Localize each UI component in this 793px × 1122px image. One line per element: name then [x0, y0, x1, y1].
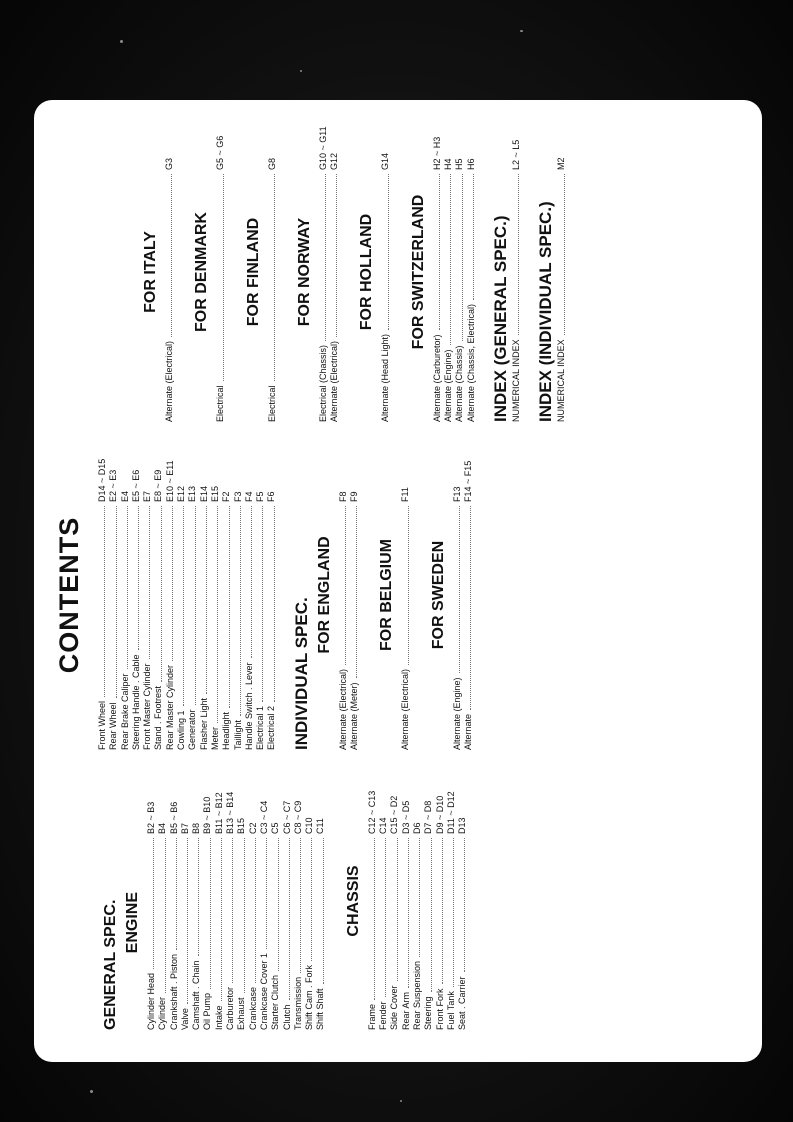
entry-label: Rear Wheel [108, 702, 119, 750]
toc-entry [153, 440, 164, 750]
dot-leader [435, 838, 443, 984]
entry-page: E5 ~ E6 [130, 469, 141, 502]
entry-label: Crankcase Cover 1 [258, 952, 269, 1030]
entry-label: Electrical [266, 385, 277, 422]
dot-leader [97, 506, 105, 697]
dot-leader [266, 506, 274, 702]
entry-label: Rear Brake Caliper [119, 673, 130, 750]
toc-entry [412, 772, 423, 1030]
toc-entry [187, 440, 198, 750]
dot-leader [187, 506, 195, 705]
contents-page-rotated [34, 100, 762, 1062]
entry-page: B4 [157, 822, 168, 834]
dot-leader [367, 838, 375, 1000]
toc-entry [282, 772, 293, 1030]
entry-page: F8 [337, 491, 348, 502]
toc-entry [169, 772, 180, 1030]
entry-label: Cylinder [157, 996, 168, 1030]
toc-entry [270, 772, 281, 1030]
entry-label: Rear Arm [400, 991, 411, 1030]
toc-entry [367, 772, 378, 1030]
entry-page: F5 [255, 491, 266, 502]
toc-entry [215, 122, 226, 422]
sweden-heading: FOR SWEDEN [429, 540, 447, 650]
entry-page: E15 [209, 485, 220, 502]
entry-label: Seat . Carrier [457, 976, 468, 1030]
entry-label: Alternate [462, 713, 473, 750]
entry-page: M2 [556, 157, 567, 170]
toc-entry [454, 122, 465, 422]
entry-page: B2 ~ B3 [146, 801, 156, 834]
dot-leader [248, 838, 256, 983]
entry-page: E7 [142, 490, 153, 502]
entry-page: F4 [243, 491, 254, 502]
entry-page: D9 ~ D10 [434, 795, 445, 834]
toc-entry [180, 772, 191, 1030]
entry-page: E14 [198, 485, 209, 502]
toc-entry [142, 440, 153, 750]
dot-leader [164, 174, 172, 337]
entry-page: B7 [179, 822, 190, 834]
toc-entry [199, 440, 210, 750]
toc-list [97, 440, 278, 750]
toc-entry [446, 772, 457, 1030]
entry-label: Front Wheel [97, 700, 107, 750]
dot-leader [157, 838, 165, 993]
dot-leader [169, 838, 177, 950]
entry-page: F14 ~ F15 [462, 460, 473, 502]
dot-leader [380, 174, 388, 330]
belgium-heading: FOR BELGIUM [378, 539, 396, 651]
entry-page: B8 [191, 822, 202, 834]
entry-page: C8 ~ C9 [292, 800, 303, 834]
entry-page: G14 [380, 152, 391, 170]
entry-page: C6 ~ C7 [281, 800, 292, 834]
toc-entry [338, 440, 349, 750]
entry-label: Alternate (Electrical) [337, 668, 348, 750]
toc-entry [191, 772, 202, 1030]
toc-list [400, 440, 411, 750]
entry-page: G10 ~ G11 [317, 126, 328, 170]
dot-leader [153, 506, 161, 682]
entry-label: Cylinder Head [146, 972, 156, 1030]
dot-leader [236, 838, 244, 993]
dot-leader [463, 506, 471, 710]
entry-label: Electrical 2 [266, 705, 277, 750]
dot-leader [446, 838, 454, 987]
dot-leader [210, 506, 218, 723]
entry-page: B13 ~ B14 [225, 791, 236, 834]
dot-leader [215, 174, 223, 381]
toc-entry [176, 440, 187, 750]
entry-page: B11 ~ B12 [213, 792, 224, 834]
entry-label: Alternate (Electrical) [329, 340, 340, 422]
dot-leader [225, 838, 233, 983]
dot-leader [267, 174, 275, 381]
entry-page: G3 [164, 157, 174, 170]
dot-leader [259, 838, 267, 949]
dot-leader [412, 838, 420, 957]
dot-leader [270, 838, 278, 971]
entry-label: Alternate (Head Light) [380, 333, 391, 422]
dot-leader [318, 174, 326, 341]
switzerland-heading: FOR SWITZERLAND [409, 194, 427, 350]
entry-label: Exhaust [236, 997, 247, 1030]
entry-label: Rear Suspension [411, 960, 422, 1030]
entry-page: D6 [411, 822, 422, 834]
entry-page: D7 ~ D8 [423, 800, 434, 834]
dot-leader [199, 506, 207, 694]
holland-heading: FOR HOLLAND [358, 213, 376, 331]
entry-page: B15 [236, 817, 247, 834]
entry-page: F3 [232, 491, 243, 502]
entry-label: Steering [423, 996, 434, 1030]
general-spec-heading: GENERAL SPEC. [102, 899, 119, 1030]
toc-entry [457, 772, 468, 1030]
toc-entry [511, 122, 522, 422]
toc-entry [556, 122, 567, 422]
dot-leader [176, 506, 184, 706]
dot-leader [349, 506, 357, 678]
toc-entry [400, 440, 411, 750]
column-countries [138, 122, 568, 422]
toc-entry [108, 440, 119, 750]
toc-entry [423, 772, 434, 1030]
dot-leader [293, 838, 301, 973]
entry-label: Electrical [215, 385, 226, 422]
toc-entry [210, 440, 221, 750]
dot-leader [233, 506, 241, 716]
entry-label: Meter [209, 726, 220, 750]
entry-label: Transmission [292, 976, 303, 1030]
dot-leader [282, 838, 290, 1000]
entry-label: Frame [366, 1003, 377, 1030]
entry-label: Generator [187, 709, 198, 750]
toc-list [267, 122, 278, 422]
entry-label: Front Master Cylinder [142, 663, 153, 750]
entry-label: Rear Master Cylinder [164, 664, 175, 750]
entry-label: Alternate (Chassis, Electrical) [465, 303, 476, 422]
entry-label: Alternate (Electrical) [400, 668, 411, 750]
entry-page: C12 ~ C13 [366, 790, 377, 834]
dot-leader [315, 838, 323, 984]
toc-entry [97, 440, 108, 750]
dot-leader [108, 506, 116, 698]
entry-page: H2 ~ H3 [431, 136, 442, 170]
toc-list [164, 122, 175, 422]
entry-label: Handle Switch . Lever [243, 662, 254, 750]
italy-heading: FOR ITALY [142, 231, 159, 313]
entry-label: Valve [179, 1008, 190, 1030]
entry-page: F2 [221, 491, 232, 502]
toc-entry [236, 772, 247, 1030]
toc-entry [293, 772, 304, 1030]
entry-label: Camshaft . Chain [191, 960, 202, 1030]
entry-page: G12 [329, 152, 340, 170]
entry-page: E10 ~ E11 [164, 460, 175, 502]
entry-label: Flasher Light [198, 697, 209, 750]
toc-entry [452, 440, 463, 750]
entry-label: Electrical 1 [255, 705, 266, 750]
toc-list [338, 440, 361, 750]
toc-entry [248, 772, 259, 1030]
toc-list [318, 122, 341, 422]
dot-leader [131, 506, 139, 650]
toc-entry [432, 122, 443, 422]
toc-entry [164, 122, 175, 422]
dot-leader [378, 838, 386, 997]
toc-entry [266, 440, 277, 750]
entry-label: Fuel Tank [445, 991, 456, 1030]
toc-list [380, 122, 391, 422]
entry-label: Intake [213, 1005, 224, 1030]
dot-leader [304, 838, 312, 961]
dot-leader [329, 174, 337, 337]
dot-leader [423, 838, 431, 992]
entry-label: Cowling 1 [176, 710, 187, 750]
denmark-heading: FOR DENMARK [193, 212, 211, 332]
toc-entry [157, 772, 168, 1030]
individual-spec-heading: INDIVIDUAL SPEC. [291, 597, 311, 750]
dot-leader [401, 838, 409, 988]
dot-leader [180, 838, 188, 1004]
entry-page: E2 ~ E3 [108, 469, 119, 502]
entry-label: Alternate (Engine) [451, 677, 462, 750]
entry-label: NUMERICAL INDEX [556, 339, 567, 422]
entry-page: C5 [270, 822, 281, 834]
toc-entry [165, 440, 176, 750]
entry-page: G5 ~ G6 [215, 135, 226, 170]
toc-entry [389, 772, 400, 1030]
toc-entry [401, 772, 412, 1030]
toc-entry [349, 440, 360, 750]
entry-label: Clutch [281, 1004, 292, 1030]
toc-entry [244, 440, 255, 750]
dot-leader [466, 174, 474, 300]
entry-label: Alternate (Carburetor) [431, 334, 442, 422]
england-heading: FOR ENGLAND [315, 536, 333, 654]
entry-page: E13 [187, 485, 198, 502]
toc-entry [318, 122, 329, 422]
column-middle [54, 440, 474, 750]
dot-leader [165, 506, 173, 661]
toc-entry [146, 772, 157, 1030]
entry-page: C10 [304, 817, 315, 834]
entry-page: D14 ~ D15 [97, 458, 107, 502]
entry-label: Electrical (Chassis) [317, 344, 328, 422]
toc-list [556, 122, 567, 422]
toc-entry [304, 772, 315, 1030]
entry-label: Side Cover [389, 985, 400, 1030]
entry-label: Oil Pump [202, 992, 213, 1030]
toc-entry [267, 122, 278, 422]
norway-heading: FOR NORWAY [295, 217, 313, 327]
toc-entry [233, 440, 244, 750]
entry-label: Starter Clutch [270, 974, 281, 1030]
entry-page: L2 ~ L5 [510, 139, 521, 170]
entry-page: D13 [457, 817, 468, 834]
entry-label: Alternate (Engine) [443, 349, 454, 422]
entry-label: Shift Shaft [315, 988, 326, 1030]
toc-entry [131, 440, 142, 750]
dot-leader [142, 506, 150, 659]
entry-label: Taillight [232, 719, 243, 750]
toc-list [215, 122, 226, 422]
toc-entry [120, 440, 131, 750]
entry-page: B5 ~ B6 [168, 801, 179, 834]
dot-leader [400, 506, 408, 665]
entry-page: F11 [400, 487, 411, 502]
entry-page: H5 [454, 158, 465, 170]
entry-page: H6 [465, 158, 476, 170]
entry-label: Fender [378, 1001, 389, 1030]
dot-leader [146, 838, 154, 969]
toc-entry [315, 772, 326, 1030]
toc-list [452, 440, 475, 750]
toc-entry [202, 772, 213, 1030]
dot-leader [221, 506, 229, 708]
dot-leader [389, 838, 397, 981]
entry-page: E12 [176, 485, 187, 502]
entry-label: Crankcase [247, 986, 258, 1030]
page-title: CONTENTS [54, 516, 84, 674]
entry-page: D3 ~ D5 [400, 800, 411, 834]
dot-leader [511, 174, 519, 335]
entry-page: H4 [443, 158, 454, 170]
entry-label: NUMERICAL INDEX [510, 339, 521, 422]
entry-label: Headlight [221, 711, 232, 750]
entry-label: Alternate (Chassis) [454, 345, 465, 422]
dot-leader [454, 174, 462, 341]
dot-leader [202, 838, 210, 989]
dot-leader [556, 174, 564, 335]
entry-label: Stand . Footrest [153, 685, 164, 750]
toc-list [432, 122, 477, 422]
toc-entry [221, 440, 232, 750]
toc-list [367, 772, 469, 1030]
entry-page: G8 [266, 157, 277, 170]
entry-label: Front Fork [434, 988, 445, 1030]
toc-entry [255, 440, 266, 750]
dot-leader [120, 506, 128, 669]
toc-entry [225, 772, 236, 1030]
dot-leader [244, 506, 252, 658]
toc-entry [214, 772, 225, 1030]
entry-page: E8 ~ E9 [153, 469, 164, 502]
dot-leader [214, 838, 222, 1001]
toc-entry [259, 772, 270, 1030]
dot-leader [457, 838, 465, 972]
chassis-heading: CHASSIS [344, 865, 362, 937]
dot-leader [452, 506, 460, 673]
index-general-heading: INDEX (GENERAL SPEC.) [490, 215, 510, 422]
dot-leader [255, 506, 263, 702]
toc-entry [435, 772, 446, 1030]
entry-page: C2 [247, 822, 258, 834]
dot-leader [338, 506, 346, 665]
entry-page: D11 ~ D12 [445, 791, 456, 834]
toc-list [146, 772, 327, 1030]
entry-page: F9 [349, 491, 360, 502]
toc-entry [463, 440, 474, 750]
toc-entry [466, 122, 477, 422]
dot-leader [191, 838, 199, 956]
engine-heading: ENGINE [124, 892, 141, 954]
entry-page: C3 ~ C4 [258, 800, 269, 834]
index-individual-heading: INDEX (INDIVIDUAL SPEC.) [536, 201, 556, 422]
column-general-spec [102, 772, 468, 1030]
entry-label: Alternate (Electrical) [164, 340, 174, 422]
toc-entry [443, 122, 454, 422]
entry-page: E4 [119, 490, 130, 502]
dot-leader [432, 174, 440, 330]
toc-list [511, 122, 522, 422]
finland-heading: FOR FINLAND [244, 217, 262, 327]
entry-page: F13 [451, 486, 462, 502]
toc-entry [329, 122, 340, 422]
entry-label: Crankshaft . Piston [168, 953, 179, 1030]
entry-label: Alternate (Meter) [349, 682, 360, 750]
entry-page: C15 ~ D2 [389, 795, 400, 834]
entry-page: C11 [315, 818, 326, 834]
entry-page: C14 [378, 817, 389, 834]
dot-leader [443, 174, 451, 345]
entry-label: Carburetor [225, 986, 236, 1030]
toc-entry [380, 122, 391, 422]
toc-entry [378, 772, 389, 1030]
entry-label: Shift Cam . Fork [304, 964, 315, 1030]
entry-page: B9 ~ B10 [202, 796, 213, 834]
entry-page: F6 [266, 491, 277, 502]
entry-label: Steering Handle . Cable [130, 654, 141, 750]
